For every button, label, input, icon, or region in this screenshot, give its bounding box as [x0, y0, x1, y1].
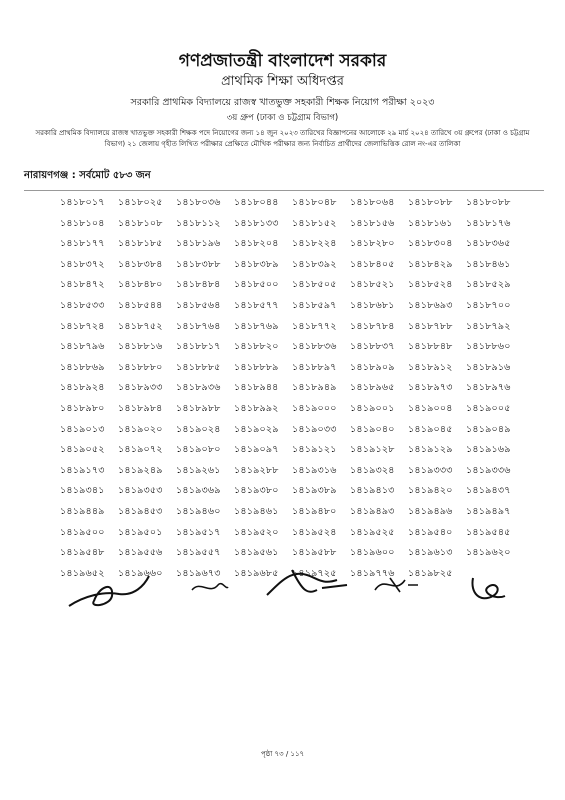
roll-number-cell: ১৪১৯৬০০: [350, 547, 395, 559]
roll-number-cell: ১৪১৮০৩৬: [176, 197, 221, 208]
roll-number-cell: ১৪১৮৫২৪: [408, 279, 453, 291]
roll-number-cell: ১৪১৮০৮৮: [466, 197, 511, 208]
roll-number-cell: ১৪১৯৬৭৩: [176, 567, 221, 579]
roll-number-cell: ১৪১৯৩৮৯: [292, 485, 337, 497]
roll-number-cell: ১৪১৮৮৮৯: [234, 361, 279, 373]
roll-number-cell: ১৪১৯২৪৯: [118, 464, 163, 476]
roll-number-cell: ১৪১৮৭৯২: [466, 320, 511, 332]
roll-number-cell: ১৪১৮৯৩৩: [118, 382, 163, 394]
roll-number-cell: ১৪১৯৬৮৫: [234, 567, 279, 579]
roll-number-cell: ১৪১৮৭৭২: [292, 320, 337, 332]
roll-number-cell: ১৪১৮৪০৫: [350, 258, 395, 270]
roll-number-cell: ১৪১৮৯৪৯: [292, 382, 337, 394]
roll-number-cell: ১৪১৯৮২৫: [408, 567, 453, 579]
roll-number-cell: ১৪১৮২৮০: [350, 238, 395, 250]
roll-number-cell: ১৪১৯০২৪: [176, 423, 221, 435]
roll-number-cell: ১৪১৮৮১৭: [176, 341, 221, 353]
roll-number-cell: ১৪১৯৫৫৬: [118, 547, 163, 559]
roll-number-cell: ১৪১৮৫৯৭: [292, 299, 337, 311]
roll-number-cell: ১৪১৮৫০০: [234, 279, 279, 291]
signature-5: [465, 568, 515, 608]
roll-number-cell: ১৪১৮২২৪: [292, 238, 337, 250]
roll-number-cell: ১৪১৮৯৮০: [60, 402, 105, 414]
roll-number-cell: ১৪১৯৪৩৭: [466, 485, 511, 497]
notice-paragraph: সরকারি প্রাথমিক বিদ্যালয়ে রাজস্ব খাতভুক্ত সহকারী শিক্ষক পদে নিয়োগের জন্য ১৪ জুন ২০২৩ তারিখের বিজ্ঞাপনের আলোকে ২৯ মার্চ ২০২৪ তারিখে ৩য় গ্রুপের (ঢাকা ও চট্টগ্রাম বিভাগ) ২১ জেলায় গৃহীত লিখিত পরীক্ষার প্রেক্ষিতে মৌখিক পরীক্ষার জন্য নির্বাচিত প্রার্থীদের জেলাভিত্তিক রোল নং-এর তালিকা: [35, 129, 530, 148]
roll-number-cell: ১৪১৯৬৫২: [60, 567, 105, 579]
roll-number-cell: ১৪১৮৩৭২: [60, 258, 105, 270]
roll-number-cell: ১৪১৯০০৫: [466, 402, 511, 414]
roll-number-cell: ১৪১৯৫৪৫: [466, 526, 511, 538]
roll-number-cell: ১৪১৯৪৮০: [292, 505, 337, 517]
roll-number-cell: ১৪১৯৪৫৩: [118, 505, 163, 517]
roll-number-cell: ১৪১৮৭৯৬: [60, 341, 105, 353]
roll-number-cell: ১৪১৯৭২৫: [292, 567, 337, 579]
roll-number-cell: ১৪১৮০৪৪: [234, 197, 279, 208]
roll-number-cell: ১৪১৮৩৮৮: [176, 258, 221, 270]
roll-number-cell: ১৪১৯১৬৯: [466, 444, 511, 456]
roll-number-cell: ১৪১৮৭৬৪: [176, 320, 221, 332]
roll-number-cell: ১৪১৮৩০৪: [408, 238, 453, 250]
roll-number-cell: ১৪১৮৭২৪: [60, 320, 105, 332]
roll-number-cell: ১৪১৯০০৪: [408, 402, 453, 414]
roll-number-cell: ১৪১৮০৬৪: [350, 197, 395, 208]
roll-number-cell: ১৪১৯৪১৩: [350, 485, 395, 497]
roll-number-cell: ১৪১৮৬৯৩: [408, 299, 453, 311]
roll-number-cell: ১৪১৮৭৮৮: [408, 320, 453, 332]
roll-number-cell: ১৪১৯০৪৯: [466, 423, 511, 435]
roll-number-cell: ১৪১৮৭৬৯: [234, 320, 279, 332]
roll-number-cell: ১৪১৯৫১৭: [176, 526, 221, 538]
roll-number-cell: ১৪১৯০৪৫: [408, 423, 453, 435]
roll-number-cell: ১৪১৯০০১: [350, 402, 395, 414]
roll-number-cell: ১৪১৮৯৩৬: [176, 382, 221, 394]
roll-number-cell: ১৪১৮৯৭৩: [408, 382, 453, 394]
roll-number-cell: ১৪১৮৯৪৪: [234, 382, 279, 394]
roll-number-cell: ১৪১৮৭৮৪: [350, 320, 395, 332]
roll-number-cell: ১৪১৮১৬১: [408, 217, 453, 229]
roll-number-cell: ১৪১৯৪৬১: [234, 505, 279, 517]
roll-number-cell: ১৪১৯০২০: [118, 423, 163, 435]
roll-number-cell: ১৪১৮৪৮০: [118, 279, 163, 291]
roll-number-cell: ১৪১৯০১৩: [60, 423, 105, 435]
roll-number-cell: ১৪১৯২৮৮: [234, 464, 279, 476]
roll-number-cell: ১৪১৮১৫২: [292, 217, 337, 229]
roll-number-cell: ১৪১৯৫৪০: [408, 526, 453, 538]
roll-number-cell: ১৪১৮৬৮১: [350, 299, 395, 311]
roll-number-cell: ১৪১৯৫০০: [60, 526, 105, 538]
roll-number-cell: ১৪১৮৫৬৪: [176, 299, 221, 311]
roll-number-cell: ১৪১৯৪৯৩: [350, 505, 395, 517]
roll-number-cell: ১৪১৯৬৬০: [118, 567, 163, 579]
roll-number-cell: ১৪১৮৫৭৭: [234, 299, 279, 311]
roll-number-cell: ১৪১৯৩৫৩: [118, 485, 163, 497]
roll-number-cell: ১৪১৮৭০০: [466, 299, 511, 311]
roll-number-cell: ১৪১৮১৩৩: [234, 217, 279, 229]
roll-number-cell: ১৪১৯৭৭৬: [350, 567, 395, 579]
roll-number-cell: ১৪১৮৮৪৮: [408, 341, 453, 353]
roll-number-cell: ১৪১৯৩৪১: [60, 485, 105, 497]
signature-2: [190, 575, 230, 600]
roll-number-cell: ১৪১৯৫৫৭: [176, 547, 221, 559]
roll-number-cell: ১৪১৮৯০৯: [350, 361, 395, 373]
roll-number-cell: ১৪১৯০৭২: [118, 444, 163, 456]
exam-title: সরকারি প্রাথমিক বিদ্যালয়ে রাজস্ব খাতভুক্ত সহকারী শিক্ষক নিয়োগ পরীক্ষা ২০২৩: [130, 97, 435, 108]
roll-number-cell: ১৪১৮৫৩৩: [60, 299, 105, 311]
roll-number-cell: ১৪১৯৬২০: [466, 547, 511, 559]
roll-number-cell: ১৪১৮৩৮৯: [234, 258, 279, 270]
roll-number-cell: ১৪১৮১৮৫: [118, 238, 163, 250]
roll-number-cell: ১৪১৮৮৩৭: [350, 341, 395, 353]
roll-number-cell: ১৪১৮৯১৬: [466, 361, 511, 373]
roll-number-cell: ১৪১৮১০৪: [60, 217, 105, 229]
roll-number-cell: ১৪১৮৫০৫: [292, 279, 337, 291]
roll-number-cell: ১৪১৮৫৪৪: [118, 299, 163, 311]
roll-number-cell: ১৪১৮১৫৬: [350, 217, 395, 229]
roll-number-cell: ১৪১৯৫২০: [234, 526, 279, 538]
roll-number-cell: ১৪১৯০৪০: [350, 423, 395, 435]
roll-number-cell: ১৪১৮৮৯৭: [292, 361, 337, 373]
roll-number-cell: ১৪১৯০৯৭: [234, 444, 279, 456]
roll-number-cell: ১৪১৮০১৭: [60, 197, 105, 208]
signature-3: [262, 560, 352, 605]
roll-number-cell: ১৪১৮৮৬০: [466, 341, 511, 353]
roll-number-cell: ১৪১৮৪৮৪: [176, 279, 221, 291]
roll-number-cell: ১৪১৯৫৬১: [234, 547, 279, 559]
directorate-title: প্রাথমিক শিক্ষা অধিদপ্তর: [221, 74, 344, 89]
page-number: পৃষ্ঠা ৭৩ / ১১৭: [260, 750, 305, 758]
roll-number-grid: [60, 196, 522, 587]
roll-number-cell: ১৪১৯০০০: [292, 402, 337, 414]
roll-number-cell: ১৪১৯৪৯৭: [466, 505, 511, 517]
roll-number-cell: ১৪১৮৮৩৬: [292, 341, 337, 353]
roll-number-cell: ১৪১৯৫২৫: [350, 526, 395, 538]
roll-number-cell: ১৪১৯৫৮৮: [292, 547, 337, 559]
roll-number-cell: ১৪১৮০৮৮: [408, 197, 453, 208]
roll-number-cell: ১৪১৮৮৮৫: [176, 361, 221, 373]
roll-number-cell: ১৪১৯৪২০: [408, 485, 453, 497]
govt-title: গণপ্রজাতন্ত্রী বাংলাদেশ সরকার: [178, 51, 387, 71]
roll-number-cell: ১৪১৮৩৬৫: [466, 238, 511, 250]
roll-number-cell: ১৪১৮১০৮: [118, 217, 163, 229]
roll-number-cell: ১৪১৮৯২৪: [60, 382, 105, 394]
roll-number-cell: ১৪১৯৪৬০: [176, 505, 221, 517]
roll-number-cell: ১৪১৮৮৬৯: [60, 361, 105, 373]
roll-number-cell: ১৪১৯৩৩৬: [466, 464, 511, 476]
roll-number-cell: ১৪১৮৫২৯: [466, 279, 511, 291]
group-title: ৩য় গ্রুপ (ঢাকা ও চট্টগ্রাম বিভাগ): [226, 113, 339, 123]
district-heading: নারায়ণগঞ্জ : সর্বমোট ৫৮৩ জন: [24, 168, 544, 191]
roll-number-cell: ১৪১৮১১২: [176, 217, 221, 229]
roll-number-cell: ১৪১৮১৭৬: [466, 217, 511, 229]
roll-number-cell: ১৪১৮১৭৭: [60, 238, 105, 250]
roll-number-cell: ১৪১৯৬১৩: [408, 547, 453, 559]
roll-number-cell: ১৪১৮৯৬৫: [350, 382, 395, 394]
roll-number-cell: ১৪১৯০৫২: [60, 444, 105, 456]
roll-number-cell: ১৪১৮৯৭৬: [466, 382, 511, 394]
roll-number-cell: ১৪১৯৩১৬: [292, 464, 337, 476]
roll-number-cell: ১৪১৮৮১৬: [118, 341, 163, 353]
roll-number-cell: ১৪১৯০৮০: [176, 444, 221, 456]
signature-1: [64, 566, 154, 616]
roll-number-cell: ১৪১৮৭৫২: [118, 320, 163, 332]
roll-number-cell: ১৪১৮০২৫: [118, 197, 163, 208]
roll-number-cell: ১৪১৮৯৮৪: [118, 402, 163, 414]
roll-number-cell: ১৪১৮২০৪: [234, 238, 279, 250]
roll-number-cell: ১৪১৯১২১: [292, 444, 337, 456]
roll-number-cell: ১৪১৮৯১২: [408, 361, 453, 373]
roll-number-cell: ১৪১৯১২৯: [408, 444, 453, 456]
roll-number-cell: ১৪১৯০২৯: [234, 423, 279, 435]
roll-number-cell: ১৪১৮৫২১: [350, 279, 395, 291]
roll-number-cell: ১৪১৮৯৮৮: [176, 402, 221, 414]
signature-4: [370, 570, 420, 600]
roll-number-cell: ১৪১৯১২৮: [350, 444, 395, 456]
roll-number-cell: ১৪১৮৩৯২: [292, 258, 337, 270]
roll-number-cell: ১৪১৮৪৭২: [60, 279, 105, 291]
roll-number-cell: ১৪১৯৫০১: [118, 526, 163, 538]
roll-number-cell: ১৪১৮৪৬১: [466, 258, 511, 270]
roll-number-cell: ১৪১৯৪৯৬: [408, 505, 453, 517]
roll-number-cell: ১৪১৯৫২৪: [292, 526, 337, 538]
roll-number-cell: ১৪১৯৪৪৯: [60, 505, 105, 517]
roll-number-cell: ১৪১৯১৭৩: [60, 464, 105, 476]
roll-number-cell: ১৪১৮১৯৬: [176, 238, 221, 250]
roll-number-cell: ১৪১৮৩৮৪: [118, 258, 163, 270]
roll-number-cell: ১৪১৮০৪৮: [292, 197, 337, 208]
roll-number-cell: ১৪১৮৮২০: [234, 341, 279, 353]
roll-number-cell: ১৪১৯৫৪৮: [60, 547, 105, 559]
roll-number-cell: ১৪১৯৩৮০: [234, 485, 279, 497]
roll-number-cell: ১৪১৮৪২৯: [408, 258, 453, 270]
roll-number-cell: ১৪১৮৯৯২: [234, 402, 279, 414]
roll-number-cell: ১৪১৮৮৮০: [118, 361, 163, 373]
roll-number-cell: ১৪১৯২৬১: [176, 464, 221, 476]
roll-number-cell: ১৪১৯৩২৪: [350, 464, 395, 476]
roll-number-cell: ১৪১৯০৩৩: [292, 423, 337, 435]
roll-number-cell: ১৪১৯৩৬৯: [176, 485, 221, 497]
roll-number-cell: ১৪১৯৩৩৩: [408, 464, 453, 476]
